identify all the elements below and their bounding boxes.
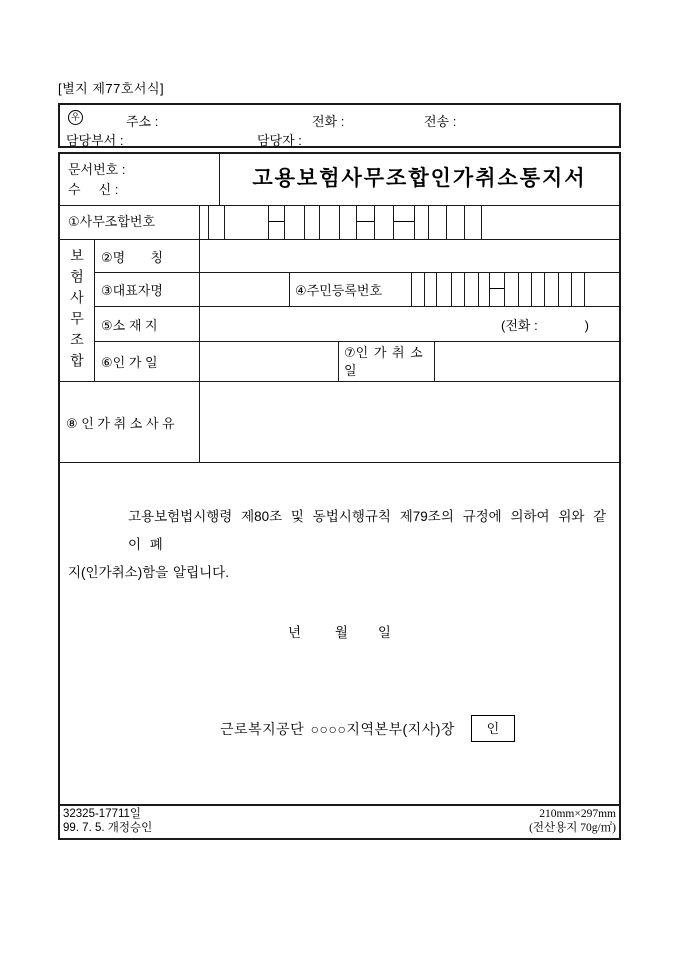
location-row [95,307,619,342]
field4-label: ④주민등록번호 [290,273,412,306]
digit-box [375,206,394,239]
digit-box [415,206,429,239]
field5-label: ⑤소 재 지 [95,307,200,341]
digit-box [465,206,482,239]
digit-box [320,206,340,239]
empty-cell [585,273,619,306]
seal-box: 인 [471,715,515,742]
form-reference: [별지 제77호서식] [58,81,165,96]
location-phone-cell: (전화 : ) [501,317,589,333]
paper-size: 210mm×297mm [539,808,616,820]
digit-box [559,273,572,306]
approval-date-value-cell [200,342,339,381]
group-vertical-label: 보험사무조합 [69,247,85,374]
paper-spec-block [529,807,616,837]
form-code-block [63,807,152,837]
empty-cell [482,206,619,239]
digit-box [412,273,425,306]
office-association-number-row [60,206,619,240]
notice-paragraph [68,503,611,587]
digit-box [519,273,532,306]
digit-box [285,206,305,239]
name-row [95,240,619,273]
digit-box [225,206,269,239]
field6-label: ⑥인 가 일 [95,342,200,381]
form-code: 32325-17711일 [63,808,142,820]
contact-info-box [58,103,621,148]
digit-box [452,273,465,306]
person-in-charge-label: 담당자 : [257,133,302,148]
digit-box [532,273,545,306]
digit-box [200,206,209,239]
revision-approval: 99. 7. 5. 개정승인 [63,822,153,834]
signature-row [60,715,619,742]
cancel-date-value-cell [435,342,619,381]
field2-label: ②명 칭 [95,240,200,272]
fax-label: 전송 : [424,114,457,129]
digit-box [505,273,519,306]
dash-separator [269,206,285,239]
name-value-cell [200,240,619,272]
digit-box [305,206,320,239]
digit-box [447,206,465,239]
notice-body-section [60,463,619,806]
digit-box [425,273,437,306]
detail-rows [95,240,619,381]
dash-separator [394,206,415,239]
paper-type: (전산용지 70g/㎡) [529,822,616,834]
title-row [60,154,619,206]
field7-label: ⑦인 가 취 소 일 [339,342,435,381]
notice-line2: 지(인가취소)함을 알립니다. [68,565,229,580]
digit-box [429,206,447,239]
postal-code-icon: 우 [68,110,83,125]
department-label: 담당부서 : [66,133,124,148]
digit-box [479,273,490,306]
field8-label: ⑧ 인 가 취 소 사 유 [60,382,200,462]
footer-row [60,806,619,838]
signer-name: 근로복지공단 ○○○○지역본부(지사)장 [220,720,455,737]
digit-box [572,273,585,306]
address-label: 주소 : [126,114,159,129]
field3-label: ③대표자명 [95,273,200,306]
dash-separator [357,206,375,239]
recipient-label: 수 신 : [68,182,119,197]
association-detail-section [60,240,619,382]
phone-label: 전화 : [312,114,345,129]
cancel-reason-value-cell [200,382,619,462]
doc-number-label: 문서번호 : [68,162,126,177]
digit-box [465,273,479,306]
notice-line1: 고용보험법시행령 제80조 및 동법시행규칙 제79조의 규정에 의하여 위와 같이 폐 [128,509,607,552]
doc-number-recipient-cell [60,154,220,205]
representative-value-cell [200,273,290,306]
form-title: 고용보험사무조합인가취소통지서 [252,166,587,190]
digit-box [545,273,559,306]
form-table [58,152,621,840]
digit-box [340,206,357,239]
digit-box [437,273,452,306]
dash-separator [490,273,505,306]
field1-label: ①사무조합번호 [60,206,200,239]
resident-registration-number-boxes [412,273,619,306]
representative-row [95,273,619,307]
cancel-reason-row [60,382,619,463]
group-label-cell [60,240,95,381]
digit-box [209,206,225,239]
date-line: 년 월 일 [288,625,391,640]
office-association-number-boxes [200,206,619,239]
approval-date-row [95,342,619,381]
